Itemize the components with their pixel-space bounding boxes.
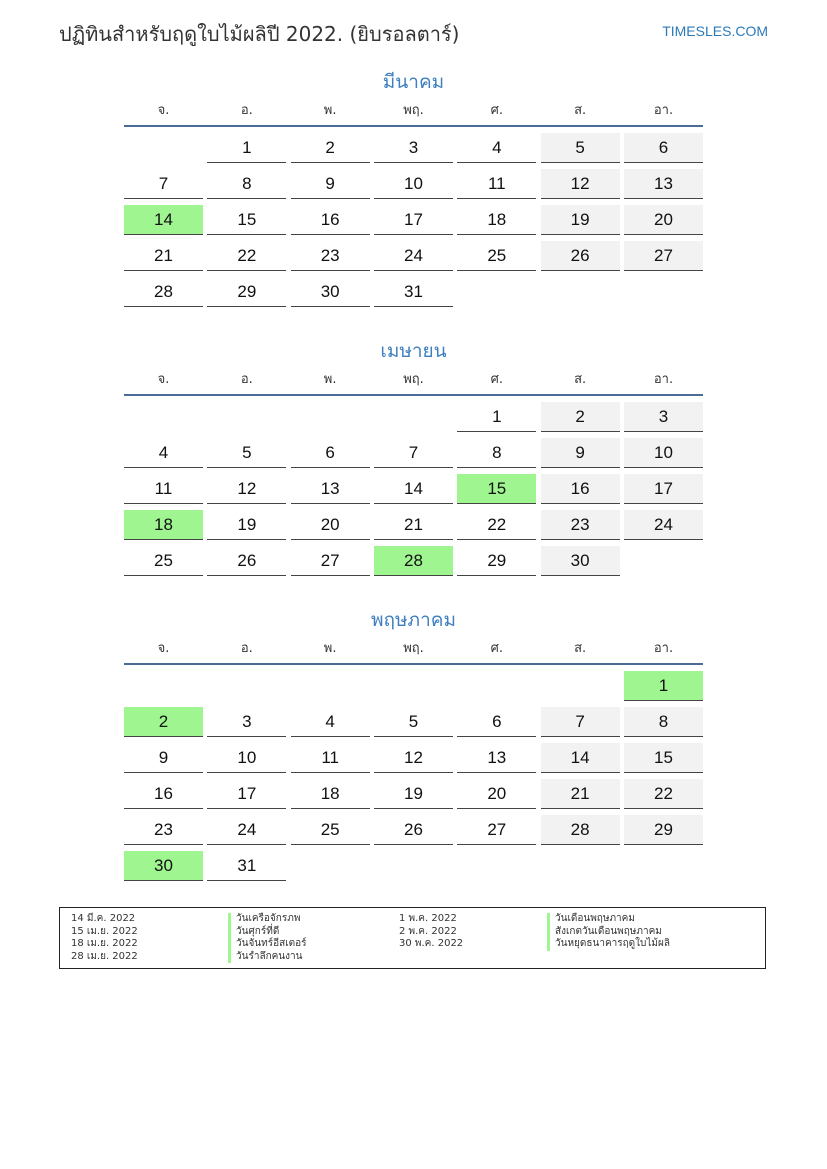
legend-right-dates: [399, 913, 463, 951]
day-cell[interactable]: 1: [457, 402, 536, 432]
day-cell[interactable]: 6: [457, 707, 536, 737]
weekday-label: ส.: [574, 103, 587, 118]
legend-right-names: [547, 913, 670, 951]
legend-date: 1 พ.ค. 2022: [399, 913, 457, 924]
day-cell[interactable]: 23: [541, 510, 620, 540]
day-cell[interactable]: 1: [207, 133, 286, 163]
day-cell[interactable]: 25: [457, 241, 536, 271]
weekday-label: อา.: [653, 103, 674, 118]
weekday-label: ศ.: [490, 372, 503, 387]
day-cell[interactable]: 22: [624, 779, 703, 809]
weekday-label: อา.: [653, 641, 674, 656]
legend-holiday-name: วันศุกร์ที่ดี: [228, 926, 307, 939]
day-cell[interactable]: 13: [457, 743, 536, 773]
legend-date: 18 เม.ย. 2022: [71, 938, 138, 949]
day-cell[interactable]: 4: [124, 438, 203, 468]
legend-left-names: [228, 913, 307, 963]
day-cell[interactable]: 2: [541, 402, 620, 432]
day-cell[interactable]: 8: [207, 169, 286, 199]
day-cell[interactable]: 7: [541, 707, 620, 737]
holiday-day-cell[interactable]: 1: [624, 671, 703, 701]
day-cell[interactable]: 25: [291, 815, 370, 845]
day-cell[interactable]: 27: [291, 546, 370, 576]
day-cell[interactable]: 9: [541, 438, 620, 468]
day-cell[interactable]: 5: [374, 707, 453, 737]
weekday-label: พ.: [323, 641, 337, 656]
holiday-day-cell[interactable]: 2: [124, 707, 203, 737]
day-cell[interactable]: 29: [624, 815, 703, 845]
weekday-label: จ.: [157, 641, 170, 656]
day-cell[interactable]: 10: [374, 169, 453, 199]
empty-cell: [124, 402, 203, 432]
day-cell[interactable]: 16: [124, 779, 203, 809]
day-cell[interactable]: 17: [624, 474, 703, 504]
weekday-label: ศ.: [490, 641, 503, 656]
day-cell[interactable]: 8: [457, 438, 536, 468]
empty-cell: [541, 671, 620, 701]
day-cell[interactable]: 10: [624, 438, 703, 468]
header-rule: [124, 663, 703, 665]
weekday-label: พ.: [323, 103, 337, 118]
weekday-label: พ.: [323, 372, 337, 387]
weekday-label: ศ.: [490, 103, 503, 118]
day-cell[interactable]: 30: [291, 277, 370, 307]
day-cell[interactable]: 24: [624, 510, 703, 540]
day-cell[interactable]: 18: [291, 779, 370, 809]
day-cell[interactable]: 21: [124, 241, 203, 271]
weekday-label: อ.: [240, 641, 253, 656]
legend-date: 30 พ.ค. 2022: [399, 938, 464, 949]
day-cell[interactable]: 24: [207, 815, 286, 845]
day-cell[interactable]: 12: [541, 169, 620, 199]
empty-cell: [291, 402, 370, 432]
legend-date: 2 พ.ค. 2022: [399, 925, 457, 937]
day-cell[interactable]: 4: [457, 133, 536, 163]
day-cell[interactable]: 23: [291, 241, 370, 271]
day-cell[interactable]: 19: [374, 779, 453, 809]
day-cell[interactable]: 7: [124, 169, 203, 199]
legend-date: 15 เม.ย. 2022: [71, 925, 138, 937]
day-cell[interactable]: 29: [457, 546, 536, 576]
day-cell[interactable]: 7: [374, 438, 453, 468]
day-cell[interactable]: 31: [207, 851, 286, 881]
legend-left-dates: [71, 913, 138, 963]
month-title: มีนาคม: [382, 71, 445, 93]
day-cell[interactable]: 19: [207, 510, 286, 540]
weekday-label: ส.: [574, 641, 587, 656]
weekday-label: พฤ.: [403, 641, 424, 656]
weekday-label: อา.: [653, 372, 674, 387]
day-cell[interactable]: 3: [207, 707, 286, 737]
day-cell[interactable]: 18: [457, 205, 536, 235]
day-cell[interactable]: 11: [291, 743, 370, 773]
day-cell[interactable]: 17: [374, 205, 453, 235]
header-rule: [124, 394, 703, 396]
day-cell[interactable]: 6: [624, 133, 703, 163]
weekday-label: อ.: [240, 103, 253, 118]
weekday-label: พฤ.: [403, 372, 424, 387]
weekday-header: [124, 97, 703, 125]
day-cell[interactable]: 28: [541, 815, 620, 845]
legend-holiday-name: วันจันทร์อีสเตอร์: [228, 938, 307, 951]
day-cell[interactable]: 13: [624, 169, 703, 199]
day-cell[interactable]: 29: [207, 277, 286, 307]
day-cell[interactable]: 19: [541, 205, 620, 235]
day-cell[interactable]: 3: [624, 402, 703, 432]
holiday-day-cell[interactable]: 28: [374, 546, 453, 576]
brand-link[interactable]: TIMESLES.COM: [662, 23, 768, 39]
weekday-header: [124, 635, 703, 663]
day-cell[interactable]: 23: [124, 815, 203, 845]
day-cell[interactable]: 9: [291, 169, 370, 199]
day-cell[interactable]: 12: [374, 743, 453, 773]
day-cell[interactable]: 20: [624, 205, 703, 235]
day-cell[interactable]: 15: [624, 743, 703, 773]
day-cell[interactable]: 12: [207, 474, 286, 504]
holiday-day-cell[interactable]: 30: [124, 851, 203, 881]
page-title: ปฏิทินสำหรับฤดูใบไม้ผลิปี 2022. (ยิบรอลตาร์): [59, 22, 460, 46]
weekday-label: ส.: [574, 372, 587, 387]
day-cell[interactable]: 3: [374, 133, 453, 163]
month-title: พฤษภาคม: [371, 609, 456, 631]
weekday-header: [124, 366, 703, 394]
day-cell[interactable]: 20: [457, 779, 536, 809]
empty-cell: [207, 402, 286, 432]
day-grid: [124, 669, 703, 885]
day-cell[interactable]: 10: [207, 743, 286, 773]
day-cell[interactable]: 21: [541, 779, 620, 809]
legend-holiday-name: วันรำลึกคนงาน: [228, 951, 307, 964]
day-cell[interactable]: 8: [624, 707, 703, 737]
day-cell[interactable]: 22: [207, 241, 286, 271]
day-cell[interactable]: 25: [124, 546, 203, 576]
legend-holiday-name: สังเกตวันเดือนพฤษภาคม: [547, 926, 670, 939]
day-cell[interactable]: 16: [291, 205, 370, 235]
day-cell[interactable]: 26: [374, 815, 453, 845]
empty-cell: [457, 671, 536, 701]
empty-cell: [291, 671, 370, 701]
day-cell[interactable]: 11: [457, 169, 536, 199]
legend-date: 14 มี.ค. 2022: [71, 913, 136, 924]
day-cell[interactable]: 4: [291, 707, 370, 737]
holiday-day-cell[interactable]: 15: [457, 474, 536, 504]
day-cell[interactable]: 20: [291, 510, 370, 540]
day-grid: [124, 131, 703, 311]
day-cell[interactable]: 27: [624, 241, 703, 271]
day-cell[interactable]: 13: [291, 474, 370, 504]
holiday-day-cell[interactable]: 14: [124, 205, 203, 235]
day-cell[interactable]: 11: [124, 474, 203, 504]
holiday-legend: [59, 907, 766, 969]
legend-holiday-name: วันหยุดธนาคารฤดูใบไม้ผลิ: [547, 938, 670, 951]
legend-holiday-name: วันเครือจักรภพ: [228, 913, 307, 926]
day-cell[interactable]: 16: [541, 474, 620, 504]
day-cell[interactable]: 17: [207, 779, 286, 809]
month-april: [124, 336, 703, 580]
day-cell[interactable]: 27: [457, 815, 536, 845]
month-title: เมษายน: [380, 340, 447, 362]
day-cell[interactable]: 14: [541, 743, 620, 773]
month-may: [124, 605, 703, 885]
day-cell[interactable]: 26: [207, 546, 286, 576]
legend-holiday-name: วันเดือนพฤษภาคม: [547, 913, 670, 926]
day-cell[interactable]: 5: [541, 133, 620, 163]
empty-cell: [124, 671, 203, 701]
weekday-label: อ.: [240, 372, 253, 387]
holiday-day-cell[interactable]: 18: [124, 510, 203, 540]
day-cell[interactable]: 15: [207, 205, 286, 235]
weekday-label: จ.: [157, 103, 170, 118]
weekday-label: พฤ.: [403, 103, 424, 118]
header-rule: [124, 125, 703, 127]
day-cell[interactable]: 26: [541, 241, 620, 271]
day-cell[interactable]: 22: [457, 510, 536, 540]
day-cell[interactable]: 14: [374, 474, 453, 504]
day-cell[interactable]: 30: [541, 546, 620, 576]
day-cell[interactable]: 6: [291, 438, 370, 468]
day-cell[interactable]: 28: [124, 277, 203, 307]
day-cell[interactable]: 21: [374, 510, 453, 540]
empty-cell: [124, 133, 203, 163]
day-cell[interactable]: 2: [291, 133, 370, 163]
legend-date: 28 เม.ย. 2022: [71, 950, 138, 962]
day-grid: [124, 400, 703, 580]
month-march: [124, 67, 703, 311]
empty-cell: [374, 671, 453, 701]
weekday-label: จ.: [157, 372, 170, 387]
empty-cell: [207, 671, 286, 701]
day-cell[interactable]: 24: [374, 241, 453, 271]
empty-cell: [374, 402, 453, 432]
day-cell[interactable]: 31: [374, 277, 453, 307]
day-cell[interactable]: 9: [124, 743, 203, 773]
day-cell[interactable]: 5: [207, 438, 286, 468]
